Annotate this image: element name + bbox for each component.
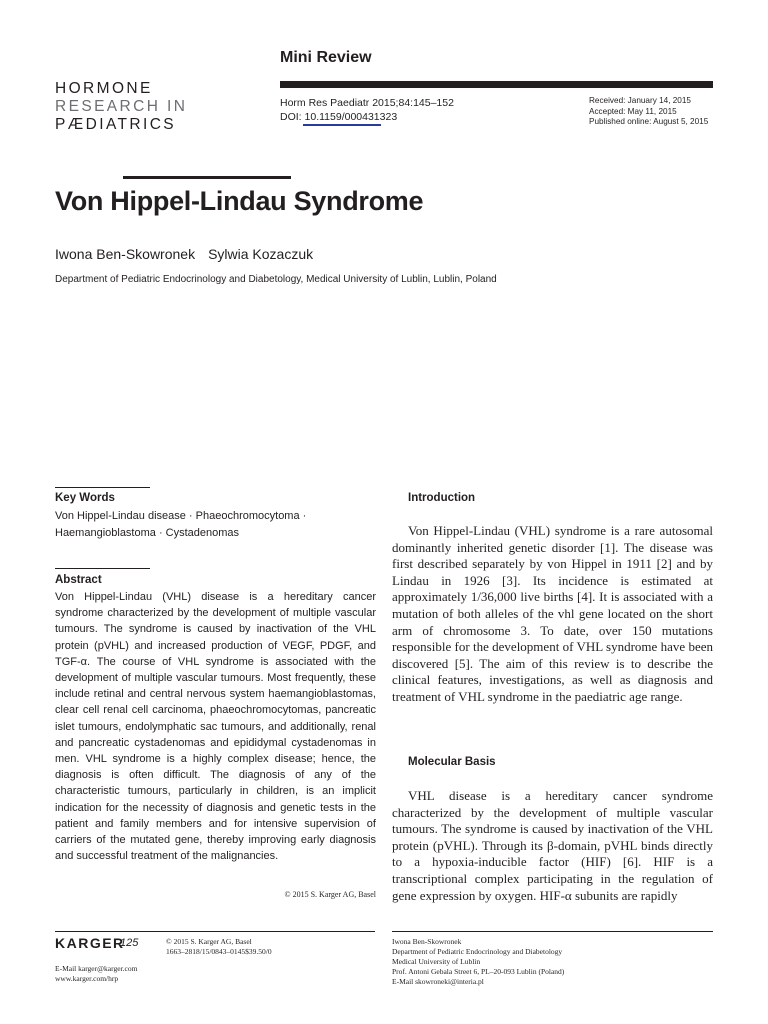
article-title: Von Hippel-Lindau Syndrome (55, 186, 424, 216)
correspondence-name: Iwona Ben-Skowronek (392, 937, 462, 946)
header-rule (280, 81, 713, 88)
publisher-contact (55, 964, 137, 984)
author-name: Sylwia Kozaczuk (208, 246, 314, 262)
abstract-text: Von Hippel-Lindau (VHL) disease is a hereditary cancer syndrome characterized by the development of multiple vascular tumours. The syndrome is caused by inactivation of the VHL protein (pVHL) and increased production of VEGF, PDGF, and TGF-α. The course of VHL syndrome is associated with the development of multiple vascular tumours. Most frequently, these include retinal and central nervous system haemangioblastomas, clear cell renal cell carcinoma, phaeochromocytomas, pancreatic islet tumours, endolymphatic sac tumours, and additionally, renal and pancreatic cystadenomas and epididymal cystadenomas in men. VHL syndrome is a highly complex disease; hence, the diagnosis is often difficult. The diagnosis of any of the characteristic tumours, particularly in children, is an implicit indication for the necessity of diagnosis and genetic tests in the patient and family members and for intensive supervision of carriers of the mutated gene, thereby improving early diagnosis and successful treatment of the malignancies. (55, 591, 376, 863)
publisher-name: KARGER (55, 935, 125, 951)
key-words-text: Von Hippel-Lindau disease · Phaeochromocytoma · Haemangioblastoma · Cystadenomas (55, 510, 307, 539)
abstract-copyright: © 2015 S. Karger AG, Basel (284, 890, 376, 899)
abstract-heading: Abstract (55, 574, 102, 586)
published-date: Published online: August 5, 2015 (589, 117, 709, 126)
affiliation: Department of Pediatric Endocrinology and Diabetology, Medical University of Lublin, Lublin, Poland (55, 274, 497, 285)
journal-logo (55, 80, 187, 134)
publisher-website[interactable]: www.karger.com/hrp (55, 974, 119, 983)
article-type: Mini Review (280, 49, 372, 66)
author-name: Iwona Ben-Skowronek (55, 246, 196, 262)
received-date: Received: January 14, 2015 (589, 96, 691, 105)
journal-logo-line-1: HORMONE (55, 80, 153, 97)
footer-issn: 1663–2818/15/0843–0145$39.50/0 (166, 947, 272, 956)
introduction-heading: Introduction (408, 492, 476, 504)
correspondence-university: Medical University of Lublin (392, 957, 481, 966)
journal-logo-line-3: PÆDIATRICS (55, 116, 177, 133)
correspondence-address: Prof. Antoni Gebala Street 6, PL–20-093 Lublin (Poland) (392, 967, 565, 976)
anniversary-badge: 125 (120, 937, 139, 949)
footer-meta (166, 937, 272, 957)
doi-label: DOI: (280, 111, 305, 123)
publisher-logo (55, 935, 125, 951)
footer-rule-right (392, 931, 713, 932)
accepted-date: Accepted: May 11, 2015 (589, 106, 677, 116)
molecular-basis-text: VHL disease is a hereditary cancer syndrome characterized by the development of multiple vascular tumours. The syndrome is caused by inactivation of the VHL protein (pVHL). Through its β-domain, pVHL binds directly to a hypoxia-inducible factor (HIF) [6]. HIF is a transcriptional complex participating in the regulation of gene expression by oxygen. HIF-α subunits are rapidly (392, 788, 713, 903)
footer-copyright: © 2015 S. Karger AG, Basel (166, 937, 252, 946)
author-list (55, 246, 326, 262)
doi-line (280, 110, 454, 124)
article-dates (589, 96, 708, 128)
citation-block (280, 96, 454, 124)
molecular-basis-heading: Molecular Basis (408, 756, 496, 768)
title-rule (123, 176, 291, 179)
correspondence-department: Department of Pediatric Endocrinology and Diabetology (392, 947, 563, 956)
publisher-email[interactable]: E-Mail karger@karger.com (55, 964, 138, 973)
correspondence-email[interactable]: E-Mail skowroneki@interia.pl (392, 977, 484, 986)
doi-link-underline (303, 124, 381, 126)
doi-link[interactable]: 10.1159/000431323 (304, 111, 398, 123)
correspondence-block (392, 937, 564, 987)
key-words-rule (55, 487, 150, 488)
citation-reference: Horm Res Paediatr 2015;84:145–152 (280, 97, 454, 109)
footer-rule-left (55, 931, 375, 932)
abstract-rule (55, 568, 150, 569)
key-words-heading: Key Words (55, 492, 115, 504)
journal-logo-line-2: RESEARCH IN (55, 98, 188, 115)
introduction-text: Von Hippel-Lindau (VHL) syndrome is a rare autosomal dominantly inherited genetic disorder [1]. The disease was first described separately by von Hippel in 1911 [2] and by Lindau in 1926 [3]. Its incidence is estimated at approximately 1/36,000 live births [4]. It is associated with a mutation of both alleles of the vhl gene located on the short arm of chromosome 3. To date, over 150 mutations responsible for the development of VHL syndrome have been discovered [5]. The aim of this review is to describe the clinical features, investigations, as well as diagnosis and treatment of VHL syndrome in the paediatric age range. (392, 523, 713, 704)
